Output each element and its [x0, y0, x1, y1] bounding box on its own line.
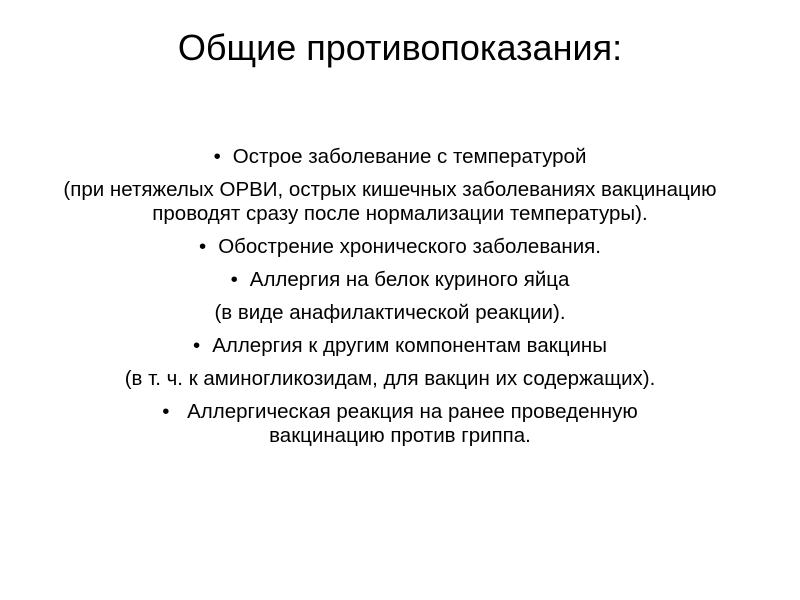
list-item-prior-flu-vaccine-reaction — [40, 400, 760, 448]
list-item-prior-flu-vaccine-reaction-line1: Аллергическая реакция на ранее проведенную — [187, 400, 638, 423]
list-item-prior-flu-vaccine-reaction-line2: вакцинацию против гриппа. — [269, 424, 531, 447]
list-note-aminoglycosides: (в т. ч. к аминогликозидам, для вакцин их содержащих). — [124, 367, 656, 390]
contraindications-list — [40, 145, 760, 457]
list-item-acute-disease: • Острое заболевание с температурой — [40, 145, 760, 169]
list-item-chronic-exacerbation: • Обострение хронического заболевания. — [40, 235, 760, 259]
slide-title: Общие противопоказания: — [177, 27, 623, 68]
list-item-vaccine-components-allergy: • Аллергия к другим компонентам вакцины — [40, 334, 760, 358]
list-note-anaphylaxis: (в виде анафилактической реакции). — [214, 301, 566, 324]
list-note-arvi: (при нетяжелых ОРВИ, острых кишечных заболеваниях вакцинацию проводят сразу после нормализации температуры). — [63, 178, 717, 225]
list-item-egg-allergy: • Аллергия на белок куриного яйца — [40, 268, 760, 292]
